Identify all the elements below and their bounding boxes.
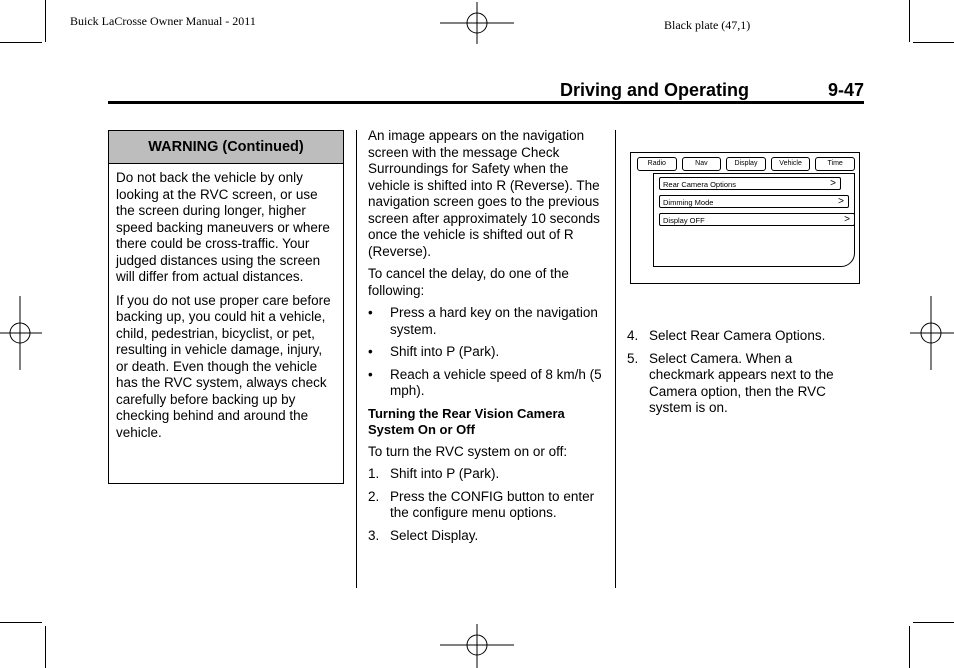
warning-paragraph: If you do not use proper care before backing up, you could hit a vehicle, child, pedestrian, bicyclist, or pet, resulting in vehicle damage, injury, or death. Even though the vehicle has the RVC system, always check carefully before backing up by checking behind and around the vehicle. [116,292,331,440]
screen-menu-item [659,177,841,190]
screen-tab: Nav [682,157,722,171]
crop-mark [45,626,46,668]
step-number: 3. [368,527,380,543]
list-item [627,328,859,345]
screen-menu-item-label: Dimming Mode [663,198,714,207]
step-number: 4. [627,328,639,343]
crop-mark [909,626,910,668]
registration-mark-top [440,2,514,44]
list-item [368,367,610,400]
column-divider [356,130,357,588]
registration-mark-left [0,296,42,370]
step-number: 2. [368,488,380,504]
list-item [368,466,610,483]
step-text: Select Camera. When a checkmark appears next to the Camera option, then the RVC system is on. [649,350,834,415]
list-item-text: Reach a vehicle speed of 8 km/h (5 mph). [390,366,602,398]
warning-title: WARNING (Continued) [109,131,343,164]
section-title: Driving and Operating [560,80,750,100]
list-item [368,489,610,522]
registration-mark-bottom [440,624,514,668]
paragraph: To turn the RVC system on or off: [368,443,568,459]
column-divider [615,130,616,588]
list-item-text: Press a hard key on the navigation system. [390,305,598,337]
column-right [627,328,859,423]
list-item [368,344,610,361]
subheading: Turning the Rear Vision Camera System On or Off [368,405,565,437]
step-number: 5. [627,350,639,366]
crop-mark [913,42,954,43]
step-number: 1. [368,466,380,481]
plate-label: Black plate (47,1) [664,18,751,32]
manual-title: Buick LaCrosse Owner Manual - 2011 [70,14,256,28]
crop-mark [909,0,910,42]
column-middle [368,128,610,550]
step-list [627,328,859,417]
screen-menu-item [659,195,849,208]
chevron-right-icon: > [838,196,844,207]
step-list [368,466,610,544]
crop-mark [0,42,42,43]
bullet-icon: • [368,305,373,320]
bullet-icon: • [368,366,373,382]
warning-paragraph: Do not back the vehicle by only looking at the RVC screen, or use the screen during longer, higher speed backing maneuvers or where there could be cross-traffic. Your judged distances using the screen will differ from actual distances. [116,170,330,284]
screen-tab: Vehicle [771,157,811,171]
screen-tab: Radio [637,157,677,171]
warning-body [109,164,343,441]
step-text: Press the CONFIG button to enter the configure menu options. [390,488,595,520]
step-text: Select Rear Camera Options. [649,328,826,343]
screen-menu-item-label: Display OFF [663,216,705,225]
page-number: 9-47 [827,80,864,100]
crop-mark [913,622,954,623]
warning-box [108,130,344,484]
screen-tab: Display [726,157,766,171]
crop-mark [0,622,42,623]
paragraph: To cancel the delay, do one of the following: [368,266,569,298]
screen-menu-item-label: Rear Camera Options [663,180,736,189]
step-text: Select Display. [390,527,479,543]
bullet-icon: • [368,344,373,359]
list-item [627,351,859,417]
chevron-right-icon: > [844,214,850,225]
bullet-list [368,305,610,400]
chevron-right-icon: > [830,178,836,189]
step-text: Shift into P (Park). [390,466,500,481]
header-rule [108,101,864,104]
crop-mark [45,0,46,42]
list-item [368,305,610,338]
screen-menu-item [659,213,855,226]
screen-tab: Time [815,157,855,171]
paragraph: An image appears on the navigation screen with the message Check Surroundings for Safety when the vehicle is shifted into R (Reverse). The navigation screen goes to the previous screen after approximately 10 seconds once the vehicle is shifted out of R (Reverse). [368,128,600,259]
list-item-text: Shift into P (Park). [390,344,500,359]
navigation-screen-illustration [630,152,860,284]
list-item [368,528,610,545]
screen-tab-bar [637,157,855,171]
registration-mark-right [910,296,954,370]
section-heading [560,80,864,101]
screen-menu-panel [653,173,855,267]
